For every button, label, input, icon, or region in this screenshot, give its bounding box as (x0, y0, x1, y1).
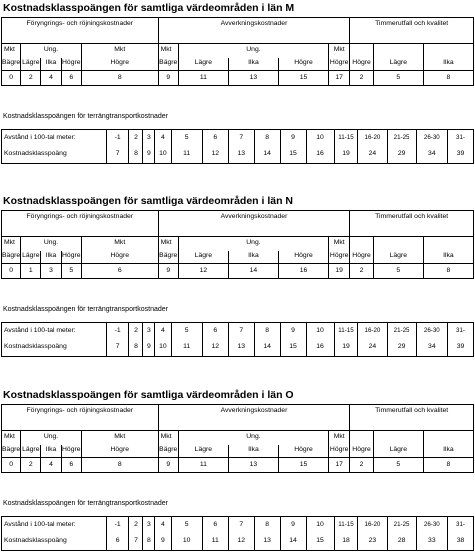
points-cell: 10 (171, 534, 202, 551)
distance-cell: 7 (228, 130, 254, 147)
points-cell: 13 (228, 340, 254, 357)
value-cell: 0 (2, 264, 21, 279)
points-cell: 16 (306, 340, 334, 357)
sub-label: Lägre (178, 445, 228, 458)
sub-label-mkt: Mkt (81, 237, 158, 251)
value-cell: 9 (158, 264, 178, 279)
sub-label: Ilka (228, 251, 278, 264)
sub-label: Bägre (158, 445, 178, 458)
points-cell: 24 (358, 147, 387, 164)
distance-cell: 7 (228, 323, 254, 340)
sub-label: Ilka (228, 445, 278, 458)
distance-cell: 6 (202, 130, 228, 147)
points-cell: 16 (306, 147, 334, 164)
sub-label-mkt: Mkt (81, 44, 158, 58)
distance-cell: 11-15 (334, 130, 358, 147)
distance-cell: 26-30 (416, 517, 447, 534)
points-cell: 9 (155, 534, 171, 551)
value-cell: 1 (21, 264, 41, 279)
distance-cell: 8 (254, 517, 280, 534)
points-cell: 13 (254, 534, 280, 551)
points-cell: 12 (202, 340, 228, 357)
transport-table (1, 129, 474, 164)
sub-label-mkt: Mkt (2, 431, 21, 445)
sub-label: Ilka (423, 58, 473, 71)
sub-label: Ilka (41, 251, 61, 264)
points-cell: 39 (447, 340, 473, 357)
distance-cell: 10 (306, 323, 334, 340)
sub-label: Högre (350, 58, 373, 71)
points-cell: 8 (129, 340, 143, 357)
sub-label-mkt: Mkt (329, 237, 350, 251)
distance-cell: 9 (280, 130, 306, 147)
sub-label-mkt: Mkt (158, 44, 178, 58)
distance-cell: 21-25 (387, 517, 416, 534)
points-label: Kostnadsklasspoäng (2, 147, 107, 164)
sub-label-ung: Ung. (21, 44, 82, 58)
distance-cell: 21-25 (387, 323, 416, 340)
sub-label-ung: Ung. (178, 237, 328, 251)
distance-cell: -1 (106, 517, 129, 534)
value-cell: 2 (350, 264, 373, 279)
sub-label-mkt: Mkt (158, 431, 178, 445)
distance-cell: 9 (280, 323, 306, 340)
group-header-timber: Timmerutfall och kvalitet (350, 18, 474, 44)
sub-label: Ilka (423, 251, 473, 264)
points-label: Kostnadsklasspoäng (2, 340, 107, 357)
sub-label: Bägre (2, 445, 21, 458)
sub-label: Högre (81, 251, 158, 264)
distance-label: Avstånd i 100-tal meter: (2, 130, 107, 147)
sub-label: Lägre (178, 58, 228, 71)
cost-class-table (1, 210, 474, 279)
value-cell: 2 (350, 71, 373, 86)
transport-table (1, 516, 474, 551)
distance-cell: -1 (106, 323, 129, 340)
points-cell: 10 (155, 147, 171, 164)
distance-cell: 16-20 (358, 130, 387, 147)
distance-cell: 26-30 (416, 323, 447, 340)
sub-label: Högre (329, 445, 350, 458)
points-cell: 19 (334, 147, 358, 164)
sub-label-ung: Ung. (178, 431, 328, 445)
sub-label: Högre (61, 251, 81, 264)
distance-cell: 3 (143, 517, 155, 534)
distance-cell: 31- (447, 517, 473, 534)
distance-cell: 26-30 (416, 130, 447, 147)
value-cell: 13 (228, 458, 278, 473)
distance-cell: 6 (202, 517, 228, 534)
sub-label: Högre (329, 58, 350, 71)
distance-cell: 31- (447, 130, 473, 147)
points-cell: 19 (334, 340, 358, 357)
points-cell: 14 (254, 147, 280, 164)
value-cell: 11 (178, 458, 228, 473)
value-cell: 8 (81, 458, 158, 473)
sub-label: Lägre (21, 58, 41, 71)
distance-cell: 16-20 (358, 323, 387, 340)
sub-label-blank (373, 237, 423, 251)
points-cell: 9 (143, 340, 155, 357)
distance-cell: 16-20 (358, 517, 387, 534)
sub-label-blank (423, 237, 473, 251)
sub-label-ung: Ung. (178, 44, 328, 58)
group-header-timber: Timmerutfall och kvalitet (350, 405, 474, 431)
points-cell: 15 (280, 340, 306, 357)
sub-label: Bägre (158, 58, 178, 71)
distance-cell: 3 (143, 130, 155, 147)
value-cell: 9 (158, 71, 178, 86)
distance-label: Avstånd i 100-tal meter: (2, 517, 107, 534)
distance-cell: 7 (228, 517, 254, 534)
sub-label: Ilka (423, 445, 473, 458)
points-cell: 7 (106, 147, 129, 164)
value-cell: 6 (61, 71, 81, 86)
distance-cell: 4 (155, 130, 171, 147)
transport-title: Kostnadsklasspoängen för terrängtransportkostnader (3, 500, 168, 507)
points-cell: 6 (106, 534, 129, 551)
value-cell: 3 (41, 264, 61, 279)
value-cell: 2 (21, 71, 41, 86)
value-cell: 8 (423, 71, 473, 86)
transport-title: Kostnadsklasspoängen för terrängtransportkostnader (3, 306, 168, 313)
group-header-harvesting: Avverkningskostnader (158, 211, 350, 237)
value-cell: 15 (278, 71, 328, 86)
points-cell: 24 (358, 340, 387, 357)
distance-cell: 9 (280, 517, 306, 534)
points-cell: 23 (358, 534, 387, 551)
sub-label-blank (350, 237, 373, 251)
sub-label: Lägre (373, 251, 423, 264)
points-cell: 15 (306, 534, 334, 551)
transport-title: Kostnadsklasspoängen för terrängtransportkostnader (3, 113, 168, 120)
points-cell: 11 (171, 147, 202, 164)
sub-label-blank (350, 44, 373, 58)
section (0, 0, 475, 165)
points-cell: 29 (387, 340, 416, 357)
sub-label: Lägre (373, 445, 423, 458)
points-cell: 14 (280, 534, 306, 551)
points-cell: 9 (143, 147, 155, 164)
section (0, 193, 475, 358)
value-cell: 12 (178, 264, 228, 279)
points-cell: 7 (106, 340, 129, 357)
points-cell: 29 (387, 147, 416, 164)
points-cell: 38 (447, 534, 473, 551)
value-cell: 17 (329, 71, 350, 86)
distance-cell: 8 (254, 323, 280, 340)
points-cell: 34 (416, 340, 447, 357)
points-cell: 33 (416, 534, 447, 551)
distance-label: Avstånd i 100-tal meter: (2, 323, 107, 340)
distance-cell: 5 (171, 323, 202, 340)
cost-class-table (1, 404, 474, 473)
value-cell: 5 (373, 264, 423, 279)
value-cell: 5 (61, 264, 81, 279)
points-cell: 39 (447, 147, 473, 164)
sub-label: Högre (61, 445, 81, 458)
distance-cell: 11-15 (334, 323, 358, 340)
sub-label: Lägre (21, 445, 41, 458)
section-title: Kostnadsklasspoängen för samtliga värdeområden i län O (3, 389, 294, 401)
sub-label: Högre (278, 251, 328, 264)
sub-label: Ilka (41, 445, 61, 458)
sub-label-blank (350, 431, 373, 445)
points-cell: 11 (171, 340, 202, 357)
sub-label: Ilka (41, 58, 61, 71)
value-cell: 13 (228, 71, 278, 86)
sub-label-blank (373, 44, 423, 58)
group-header-harvesting: Avverkningskostnader (158, 18, 350, 44)
distance-cell: 2 (129, 323, 143, 340)
value-cell: 0 (2, 458, 21, 473)
distance-cell: 11-15 (334, 517, 358, 534)
points-cell: 13 (228, 147, 254, 164)
points-cell: 8 (143, 534, 155, 551)
value-cell: 8 (423, 264, 473, 279)
value-cell: 0 (2, 71, 21, 86)
distance-cell: 4 (155, 517, 171, 534)
value-cell: 6 (61, 458, 81, 473)
sub-label-ung: Ung. (21, 431, 82, 445)
distance-cell: 5 (171, 130, 202, 147)
group-header-regeneration: Föryngrings- och röjningskostnader (2, 211, 159, 237)
sub-label-mkt: Mkt (329, 44, 350, 58)
group-header-regeneration: Föryngrings- och röjningskostnader (2, 18, 159, 44)
sub-label: Bägre (2, 251, 21, 264)
points-cell: 12 (228, 534, 254, 551)
value-cell: 4 (41, 71, 61, 86)
value-cell: 9 (158, 458, 178, 473)
value-cell: 2 (21, 458, 41, 473)
value-cell: 5 (373, 458, 423, 473)
section-title: Kostnadsklasspoängen för samtliga värdeområden i län M (3, 2, 295, 14)
value-cell: 15 (278, 458, 328, 473)
points-cell: 28 (387, 534, 416, 551)
sub-label-mkt: Mkt (81, 431, 158, 445)
sub-label-mkt: Mkt (2, 44, 21, 58)
sub-label: Högre (350, 445, 373, 458)
distance-cell: 8 (254, 130, 280, 147)
value-cell: 6 (81, 264, 158, 279)
value-cell: 4 (41, 458, 61, 473)
points-cell: 12 (202, 147, 228, 164)
sub-label: Bägre (158, 251, 178, 264)
sub-label-mkt: Mkt (158, 237, 178, 251)
group-header-regeneration: Föryngrings- och röjningskostnader (2, 405, 159, 431)
sub-label-blank (373, 431, 423, 445)
value-cell: 17 (329, 458, 350, 473)
distance-cell: 10 (306, 130, 334, 147)
points-label: Kostnadsklasspoäng (2, 534, 107, 551)
section (0, 387, 475, 552)
value-cell: 2 (350, 458, 373, 473)
distance-cell: 5 (171, 517, 202, 534)
sub-label: Högre (61, 58, 81, 71)
value-cell: 14 (228, 264, 278, 279)
distance-cell: 31- (447, 323, 473, 340)
value-cell: 8 (423, 458, 473, 473)
sub-label: Bägre (2, 58, 21, 71)
sub-label-blank (423, 44, 473, 58)
sub-label: Högre (329, 251, 350, 264)
group-header-timber: Timmerutfall och kvalitet (350, 211, 474, 237)
sub-label-ung: Ung. (21, 237, 82, 251)
points-cell: 7 (129, 534, 143, 551)
points-cell: 14 (254, 340, 280, 357)
value-cell: 11 (178, 71, 228, 86)
points-cell: 18 (334, 534, 358, 551)
sub-label: Högre (278, 445, 328, 458)
value-cell: 8 (81, 71, 158, 86)
distance-cell: 2 (129, 517, 143, 534)
sub-label: Högre (81, 445, 158, 458)
distance-cell: 10 (306, 517, 334, 534)
value-cell: 16 (278, 264, 328, 279)
distance-cell: 21-25 (387, 130, 416, 147)
value-cell: 5 (373, 71, 423, 86)
points-cell: 10 (155, 340, 171, 357)
group-header-harvesting: Avverkningskostnader (158, 405, 350, 431)
sub-label: Lägre (373, 58, 423, 71)
distance-cell: 3 (143, 323, 155, 340)
sub-label: Lägre (178, 251, 228, 264)
distance-cell: 4 (155, 323, 171, 340)
points-cell: 8 (129, 147, 143, 164)
sub-label-blank (423, 431, 473, 445)
distance-cell: 6 (202, 323, 228, 340)
transport-table (1, 322, 474, 357)
points-cell: 15 (280, 147, 306, 164)
sub-label: Högre (278, 58, 328, 71)
sub-label: Lägre (21, 251, 41, 264)
sub-label: Högre (81, 58, 158, 71)
section-title: Kostnadsklasspoängen för samtliga värdeområden i län N (3, 195, 293, 207)
sub-label: Ilka (228, 58, 278, 71)
sub-label-mkt: Mkt (329, 431, 350, 445)
distance-cell: 2 (129, 130, 143, 147)
value-cell: 19 (329, 264, 350, 279)
sub-label: Högre (350, 251, 373, 264)
cost-class-table (1, 17, 474, 86)
distance-cell: -1 (106, 130, 129, 147)
points-cell: 34 (416, 147, 447, 164)
sub-label-mkt: Mkt (2, 237, 21, 251)
points-cell: 11 (202, 534, 228, 551)
